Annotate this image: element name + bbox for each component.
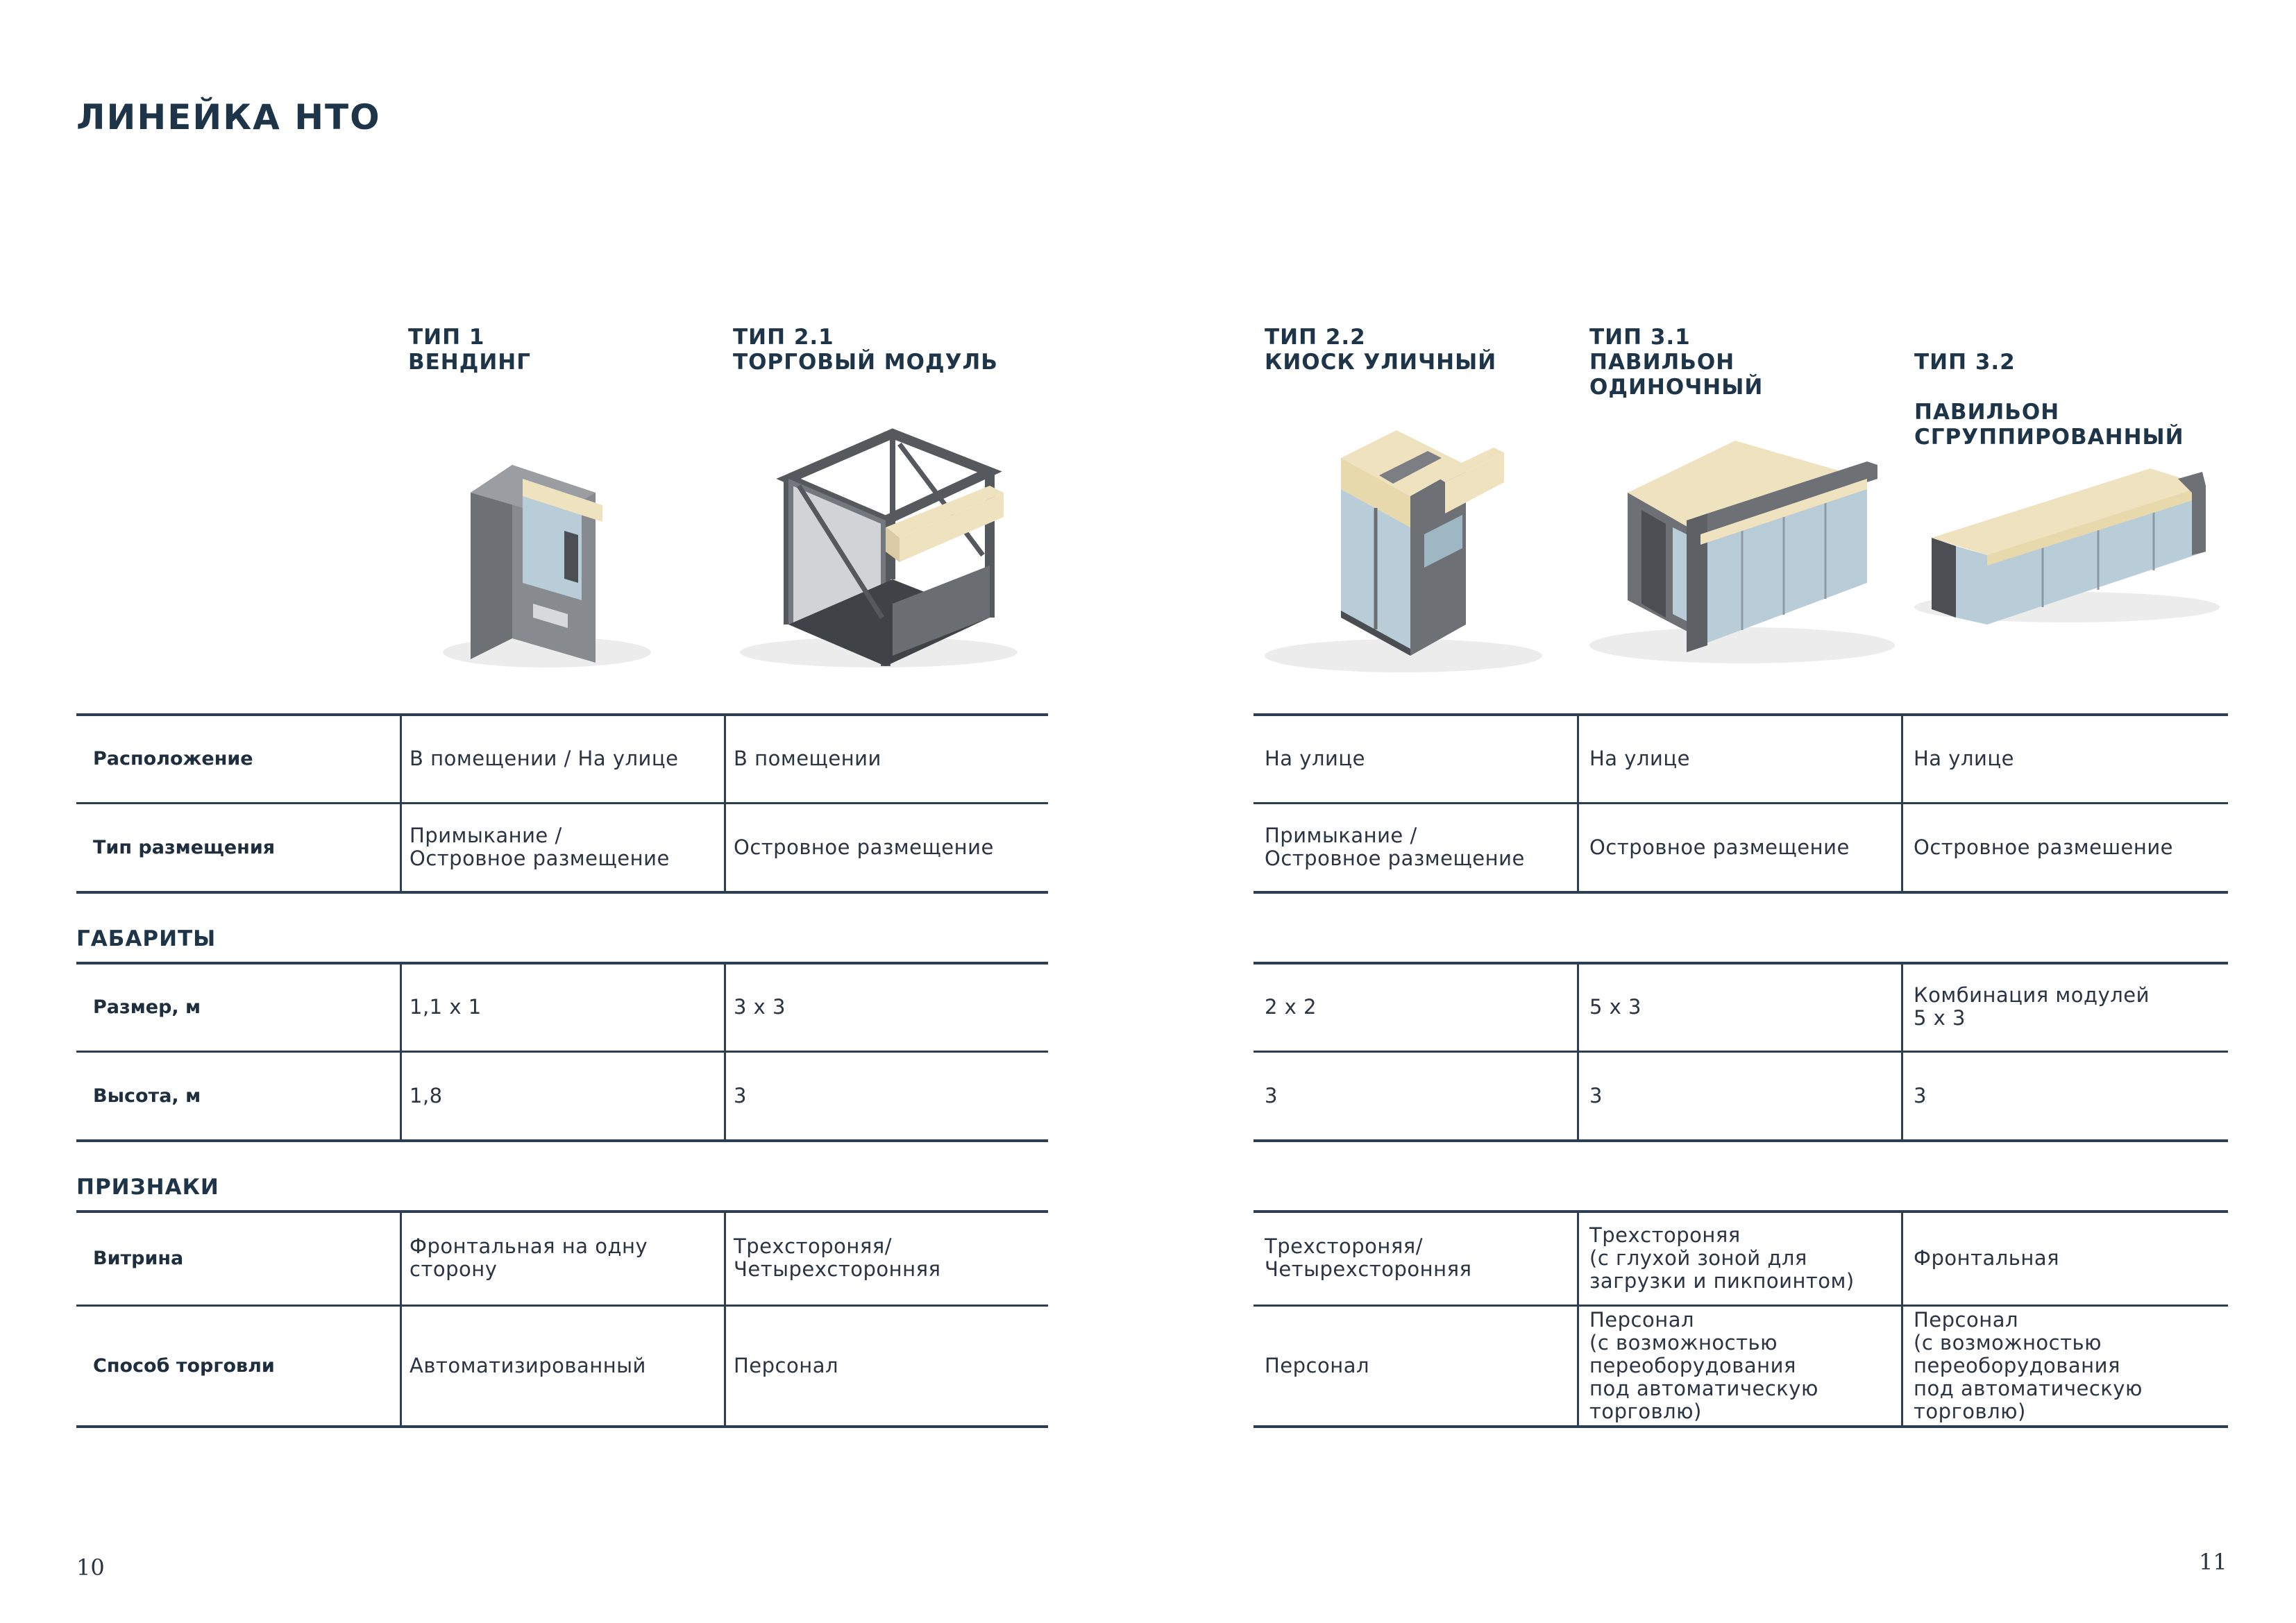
table-cell: Автоматизированный	[410, 1353, 646, 1377]
type-name: ПАВИЛЬОН ОДИНОЧНЫЙ	[1589, 350, 1764, 400]
table-cell: Трехстороняя/ Четырехсторонняя	[734, 1234, 941, 1281]
table-cell: На улице	[1589, 746, 1690, 770]
table-cell: Трехстороняя/ Четырехсторонняя	[1265, 1234, 1472, 1281]
table-cell: 5 x 3	[1589, 994, 1641, 1019]
table-cell: В помещении / На улице	[410, 746, 679, 770]
column-divider	[400, 1212, 402, 1425]
type-code: ТИП 1	[408, 325, 485, 350]
rule	[76, 1425, 1048, 1428]
rule	[1253, 1425, 2228, 1428]
type-name: ПАВИЛЬОН СГРУППИРОВАННЫЙ	[1914, 400, 2184, 450]
vending-machine-illustration	[408, 416, 714, 680]
column-divider	[1577, 715, 1579, 891]
column-divider	[724, 963, 726, 1139]
type-header-1	[408, 325, 714, 375]
type-header-2-1	[733, 325, 1038, 375]
type-code: ТИП 2.1	[733, 325, 834, 350]
column-divider	[400, 715, 402, 891]
table-cell: Островное размещение	[734, 835, 994, 859]
column-divider	[400, 963, 402, 1139]
table-cell: 3	[1914, 1083, 1927, 1107]
table-cell: Комбинация модулей 5 х 3	[1914, 983, 2150, 1030]
type-header-3-1	[1589, 325, 1895, 400]
row-label-showcase: Витрина	[93, 1247, 184, 1269]
column-divider	[1577, 1212, 1579, 1425]
table-cell: Трехстороняя (с глухой зоной для загрузки и пикпоинтом)	[1589, 1223, 1855, 1293]
type-name: КИОСК УЛИЧНЫЙ	[1265, 350, 1497, 375]
table-cell: Персонал	[734, 1353, 839, 1377]
table-cell: Островное размешение	[1914, 835, 2174, 859]
row-label-trade-method: Способ торговли	[93, 1354, 275, 1377]
page-number-right: 11	[2199, 1549, 2227, 1575]
column-divider	[724, 715, 726, 891]
rule	[76, 1139, 1048, 1142]
row-label-size: Размер, м	[93, 996, 201, 1018]
row-label-placement: Тип размещения	[93, 836, 276, 858]
table-cell: Фронтальная на одну сторону	[410, 1234, 648, 1281]
table-cell: Примыкание / Островное размещение	[1265, 824, 1525, 870]
single-pavilion-illustration	[1589, 416, 1895, 680]
type-name: ТОРГОВЫЙ МОДУЛЬ	[733, 350, 998, 375]
type-code: ТИП 3.2	[1914, 350, 2016, 375]
table-cell: 2 x 2	[1265, 994, 1317, 1019]
table-cell: 3 x 3	[734, 994, 786, 1019]
page-number-left: 10	[76, 1554, 105, 1581]
row-label-height: Высота, м	[93, 1085, 201, 1107]
table-cell: 3	[734, 1083, 747, 1107]
trade-module-illustration	[733, 416, 1038, 680]
table-cell: 1,1 x 1	[410, 994, 482, 1019]
grouped-pavilion-illustration	[1914, 416, 2220, 680]
type-name: ВЕНДИНГ	[408, 350, 532, 375]
table-cell: На улице	[1914, 746, 2014, 770]
type-header-2-2	[1265, 325, 1570, 375]
table-cell: 3	[1265, 1083, 1278, 1107]
table-cell: В помещении	[734, 746, 881, 770]
table-cell: Фронтальная	[1914, 1246, 2060, 1270]
table-cell: Примыкание / Островное размещение	[410, 824, 670, 870]
table-cell: Персонал	[1265, 1353, 1370, 1377]
table-cell: 1,8	[410, 1083, 443, 1107]
street-kiosk-illustration	[1265, 416, 1570, 680]
table-cell: Островное размещение	[1589, 835, 1850, 859]
column-divider	[1577, 963, 1579, 1139]
type-code: ТИП 2.2	[1265, 325, 1366, 350]
type-code: ТИП 3.1	[1589, 325, 1691, 350]
page-title: ЛИНЕЙКА НТО	[76, 97, 381, 137]
table-cell: 3	[1589, 1083, 1603, 1107]
rule	[1253, 1139, 2228, 1142]
section-dimensions: ГАБАРИТЫ	[76, 926, 217, 951]
table-cell: Персонал (с возможностью переоборудования под автоматическую торговлю)	[1589, 1307, 1818, 1423]
row-label-location: Расположение	[93, 747, 253, 770]
section-features: ПРИЗНАКИ	[76, 1175, 219, 1200]
rule	[1253, 891, 2228, 894]
table-cell: На улице	[1265, 746, 1365, 770]
column-divider	[724, 1212, 726, 1425]
table-cell: Персонал (с возможностью переоборудования под автоматическую торговлю)	[1914, 1307, 2143, 1423]
rule	[76, 891, 1048, 894]
